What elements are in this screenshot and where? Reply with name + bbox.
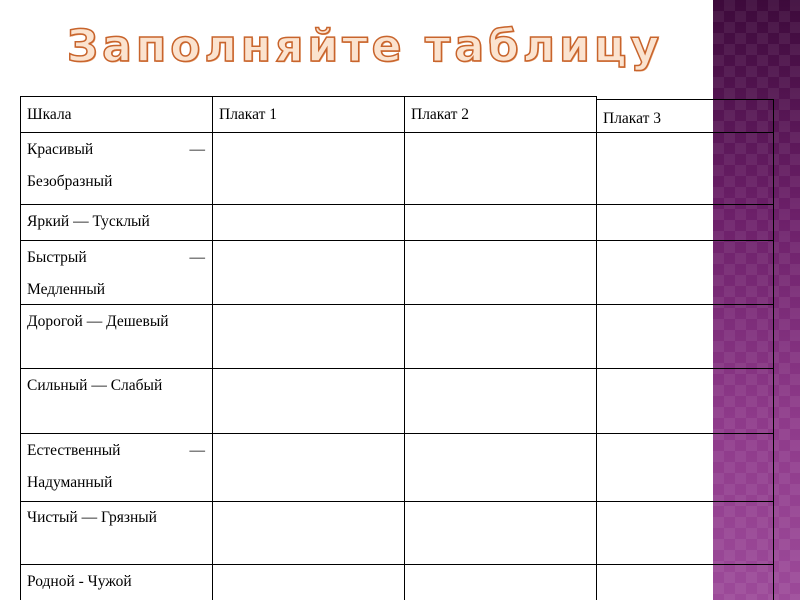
header-cell: Плакат 1 <box>219 106 277 123</box>
scale-cell <box>20 134 212 198</box>
scale-cell: Яркий — Тусклый <box>27 213 150 230</box>
rating-table <box>20 96 774 600</box>
scale-cell: Родной - Чужой <box>27 573 132 590</box>
header-cell: Плакат 3 <box>603 110 661 127</box>
poster-rating-cell[interactable] <box>597 133 773 204</box>
poster-rating-cell[interactable] <box>213 565 404 599</box>
poster-rating-cell[interactable] <box>213 369 404 433</box>
poster-rating-cell[interactable] <box>597 305 773 368</box>
table-border-top <box>20 96 596 97</box>
poster-rating-cell[interactable] <box>405 305 596 368</box>
scale-dash: — <box>189 249 205 266</box>
header-cell: Шкала <box>27 106 72 123</box>
poster-rating-cell[interactable] <box>597 565 773 599</box>
scale-word-right: Надуманный <box>27 474 113 491</box>
poster-rating-cell[interactable] <box>405 241 596 304</box>
poster-rating-cell[interactable] <box>597 369 773 433</box>
poster-rating-cell[interactable] <box>405 205 596 240</box>
poster-rating-cell[interactable] <box>597 205 773 240</box>
col-divider <box>773 99 774 600</box>
scale-dash: — <box>189 141 205 158</box>
table-border-top-col3 <box>596 99 774 100</box>
poster-rating-cell[interactable] <box>405 369 596 433</box>
scale-cell <box>20 435 212 499</box>
scale-cell: Чистый — Грязный <box>27 509 157 526</box>
scale-word-left: Быстрый <box>27 249 87 266</box>
scale-cell: Дорогой — Дешевый <box>27 313 169 330</box>
scale-dash: — <box>189 442 205 459</box>
poster-rating-cell[interactable] <box>213 241 404 304</box>
scale-cell <box>20 242 212 306</box>
header-cell: Плакат 2 <box>411 106 469 123</box>
scale-word-right: Медленный <box>27 281 106 298</box>
poster-rating-cell[interactable] <box>213 205 404 240</box>
scale-word-left: Естественный <box>27 442 121 459</box>
poster-rating-cell[interactable] <box>405 565 596 599</box>
poster-rating-cell[interactable] <box>405 434 596 501</box>
scale-word-right: Безобразный <box>27 173 113 190</box>
poster-rating-cell[interactable] <box>597 434 773 501</box>
scale-word-left: Красивый <box>27 141 94 158</box>
poster-rating-cell[interactable] <box>213 305 404 368</box>
poster-rating-cell[interactable] <box>405 502 596 564</box>
poster-rating-cell[interactable] <box>597 241 773 304</box>
scale-cell: Сильный — Слабый <box>27 377 163 394</box>
page-title: Заполняйте таблицу <box>66 21 664 72</box>
poster-rating-cell[interactable] <box>213 434 404 501</box>
poster-rating-cell[interactable] <box>597 502 773 564</box>
poster-rating-cell[interactable] <box>213 133 404 204</box>
poster-rating-cell[interactable] <box>213 502 404 564</box>
poster-rating-cell[interactable] <box>405 133 596 204</box>
